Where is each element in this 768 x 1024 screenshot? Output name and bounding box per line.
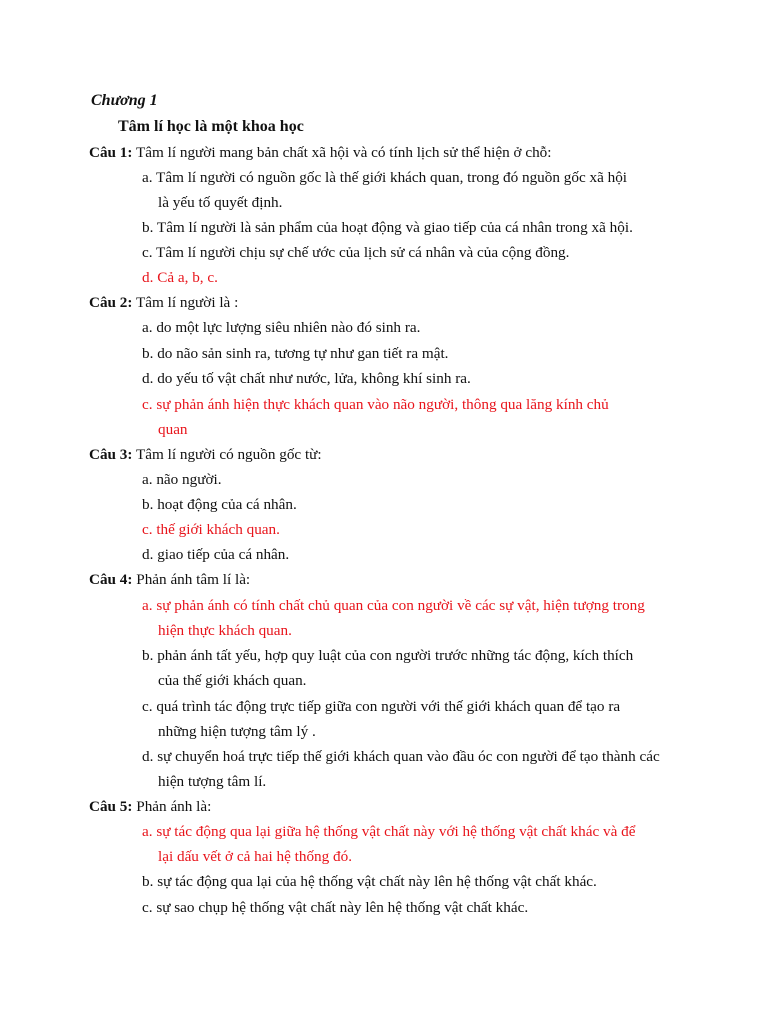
answer-option: b. hoạt động của cá nhân. xyxy=(142,496,297,513)
answer-option: d. giao tiếp của cá nhân. xyxy=(142,546,290,563)
question-text: Tâm lí người có nguồn gốc từ: xyxy=(136,446,322,463)
answer-option-correct: lại dấu vết ở cả hai hệ thống đó. xyxy=(158,848,353,865)
question-2 xyxy=(89,293,238,313)
question-label: Câu 4: xyxy=(89,571,133,588)
answer-option: a. do một lực lượng siêu nhiên nào đó sinh ra. xyxy=(142,319,421,336)
question-label: Câu 5: xyxy=(89,798,133,815)
answer-option: a. não người. xyxy=(142,471,222,488)
answer-option: a. Tâm lí người có nguồn gốc là thế giới khách quan, trong đó nguồn gốc xã hội xyxy=(142,169,628,186)
answer-option: là yếu tố quyết định. xyxy=(158,194,283,211)
answer-option-correct: c. sự phản ánh hiện thực khách quan vào não người, thông qua lăng kính chủ xyxy=(142,396,609,413)
answer-option-correct: hiện thực khách quan. xyxy=(158,622,292,639)
chapter-heading: Chương 1 xyxy=(91,92,158,109)
answer-option: b. do não sản sinh ra, tương tự như gan tiết ra mật. xyxy=(142,345,449,362)
question-text: Phản ánh là: xyxy=(136,798,212,815)
question-text: Phản ánh tâm lí là: xyxy=(136,571,251,588)
answer-option: d. sự chuyển hoá trực tiếp thế giới khách quan vào đầu óc con người để tạo thành các xyxy=(142,748,660,765)
answer-option: d. do yếu tố vật chất như nước, lửa, không khí sinh ra. xyxy=(142,370,471,387)
question-5 xyxy=(89,797,211,817)
answer-option: của thế giới khách quan. xyxy=(158,672,307,689)
answer-option: c. sự sao chụp hệ thống vật chất này lên hệ thống vật chất khác. xyxy=(142,899,529,916)
answer-option: những hiện tượng tâm lý . xyxy=(158,723,316,740)
answer-option: c. quá trình tác động trực tiếp giữa con người với thế giới khách quan để tạo ra xyxy=(142,698,621,715)
answer-option-correct: c. thế giới khách quan. xyxy=(142,521,280,538)
question-label: Câu 2: xyxy=(89,294,133,311)
question-text: Tâm lí người là : xyxy=(136,294,239,311)
answer-option: c. Tâm lí người chịu sự chế ước của lịch sử cá nhân và của cộng đồng. xyxy=(142,244,570,261)
answer-option-correct: quan xyxy=(158,421,188,438)
question-label: Câu 1: xyxy=(89,144,133,161)
question-label: Câu 3: xyxy=(89,446,133,463)
answer-option-correct: d. Cả a, b, c. xyxy=(142,269,218,286)
section-title: Tâm lí học là một khoa học xyxy=(118,118,304,135)
answer-option: b. Tâm lí người là sản phẩm của hoạt động và giao tiếp của cá nhân trong xã hội. xyxy=(142,219,633,236)
answer-option: b. phản ánh tất yếu, hợp quy luật của con người trước những tác động, kích thích xyxy=(142,647,634,664)
answer-option: b. sự tác động qua lại của hệ thống vật chất này lên hệ thống vật chất khác. xyxy=(142,873,597,890)
question-3 xyxy=(89,445,322,465)
answer-option-correct: a. sự tác động qua lại giữa hệ thống vật chất này với hệ thống vật chất khác và để xyxy=(142,823,636,840)
question-text: Tâm lí người mang bản chất xã hội và có tính lịch sử thể hiện ở chỗ: xyxy=(136,144,552,161)
question-1 xyxy=(89,143,552,163)
answer-option: hiện tượng tâm lí. xyxy=(158,773,267,790)
answer-option-correct: a. sự phản ánh có tính chất chủ quan của con người về các sự vật, hiện tượng trong xyxy=(142,597,645,614)
question-4 xyxy=(89,570,250,590)
